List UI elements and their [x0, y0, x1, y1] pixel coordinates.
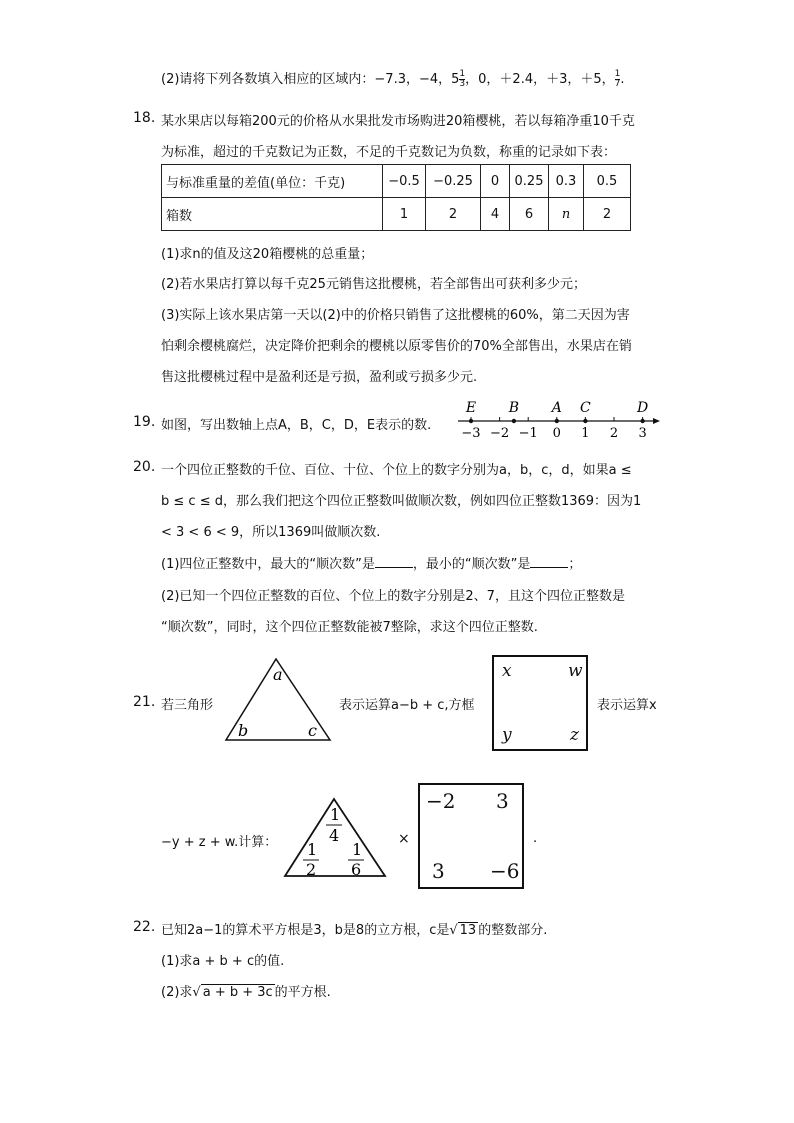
q21-number: 21.: [133, 694, 156, 710]
q20-number: 20.: [133, 459, 156, 475]
q17-part2-rest: ，0，＋2.4，＋3，＋5，: [465, 72, 615, 87]
sqrt-radicand: a + b + 3c: [202, 985, 273, 1000]
table-cell: 6: [510, 198, 549, 231]
box2-top-left: −2: [426, 789, 456, 813]
table-cell: −0.5: [383, 165, 426, 198]
box2-bottom-left: 3: [432, 859, 445, 883]
q18-part2: (2)若水果店打算以每千克25元销售这批樱桃，若全部售出可获利多少元；: [161, 277, 586, 292]
q18-part3-line1: (3)实际上该水果店第一天以(2)中的价格只销售了这批樱桃的60%，第二天因为害: [161, 308, 630, 323]
table-cell: n: [549, 198, 584, 231]
q22-number: 22.: [133, 919, 156, 935]
q22-part2: (2)求√ a + b + 3c 的平方根.: [161, 985, 331, 1000]
q18-weight-table: [161, 164, 631, 231]
triangle-operator: [222, 656, 334, 744]
table-cell: 1: [383, 198, 426, 231]
q21-text1: 若三角形: [161, 698, 214, 713]
table-row: [162, 165, 631, 198]
q18-part3-line2: 怕剩余樱桃腐烂，决定降价把剩余的樱桃以原零售价的70%全部售出，水果店在销: [161, 339, 632, 354]
table-cell: 0.3: [549, 165, 584, 198]
table-cell: −0.25: [426, 165, 481, 198]
tri2-top-den: 4: [329, 826, 340, 845]
table-cell: 0: [481, 165, 510, 198]
box-operator: [492, 655, 588, 751]
q21-text4: −y + z + w.计算：: [161, 835, 278, 850]
table-cell: 2: [584, 198, 631, 231]
number-line-point-label: C: [580, 400, 591, 416]
q20-part2-line1: (2)已知一个四位正整数的百位、个位上的数字分别是2、7，且这个四位正整数是: [161, 589, 625, 604]
box-label-y: y: [502, 725, 512, 745]
q18-line1: 某水果店以每箱200元的价格从水果批发市场购进20箱樱桃，若以每箱净重10千克: [161, 114, 635, 129]
answer-blank[interactable]: [375, 555, 413, 568]
q22-part1: (1)求a + b + c的值.: [161, 954, 285, 969]
number-line-point-label: B: [508, 400, 520, 416]
number-line-tick-label: −1: [518, 426, 538, 441]
number-line-tick-label: −2: [490, 426, 510, 441]
tri2-top-num: 1: [330, 805, 341, 824]
q18-number: 18.: [133, 110, 156, 126]
sqrt-radicand: 13: [459, 923, 477, 938]
table-header-cell: 箱数: [162, 198, 383, 231]
number-line-point-label: E: [465, 400, 477, 416]
q20-line3: < 3 < 6 < 9，所以1369叫做顺次数.: [161, 525, 381, 540]
number-box: [418, 783, 524, 889]
q20-part2-line2: “顺次数”，同时，这个四位正整数能被7整除，求这个四位正整数.: [161, 620, 538, 635]
tri2-right-num: 1: [352, 840, 363, 859]
times-sign: ×: [398, 831, 410, 847]
number-line-point: [469, 419, 473, 423]
q17-last-fraction: $\frac{1}{7}$: [614, 69, 621, 89]
number-line-point: [640, 419, 644, 423]
number-line-point: [583, 419, 587, 423]
q17-mixed-fraction: $\frac{1}{3}$: [459, 69, 466, 89]
q19-text: 如图，写出数轴上点A，B，C，D，E表示的数.: [161, 418, 432, 433]
number-line-point-label: D: [636, 400, 649, 416]
tri-label-a: a: [273, 665, 283, 684]
number-line-point: [512, 419, 516, 423]
q17-part2-line: (2)请将下列各数填入相应的区域内：−7.3，−4，5 $\frac{1}{3}$ ，0，＋2.4，＋3，＋5， $\frac{1}{7}$ .: [161, 69, 625, 89]
q19-number: 19.: [133, 414, 156, 430]
number-line: [456, 396, 662, 442]
triangle-with-fractions: [282, 796, 390, 880]
box-label-z: z: [570, 725, 579, 745]
table-cell: 4: [481, 198, 510, 231]
box-label-w: w: [568, 661, 583, 681]
table-cell: 2: [426, 198, 481, 231]
q20-line1: 一个四位正整数的千位、百位、十位、个位上的数字分别为a，b，c，d，如果a ≤: [161, 463, 632, 478]
tri-label-b: b: [238, 721, 249, 740]
answer-blank[interactable]: [530, 555, 568, 568]
q20-line2: b ≤ c ≤ d，那么我们把这个四位正整数叫做顺次数，例如四位正整数1369：因为1: [161, 494, 642, 509]
table-cell: 0.25: [510, 165, 549, 198]
q18-part1: (1)求n的值及这20箱樱桃的总重量；: [161, 247, 374, 262]
number-line-tick-label: 3: [638, 426, 647, 441]
q18-line2: 为标准，超过的千克数记为正数，不足的千克数记为负数，称重的记录如下表：: [161, 145, 617, 160]
tri2-right-den: 6: [351, 860, 362, 879]
number-line-point: [555, 419, 559, 423]
table-cell: 0.5: [584, 165, 631, 198]
tri2-left-den: 2: [306, 860, 317, 879]
number-line-tick-label: −3: [461, 426, 481, 441]
q18-part3-line3: 售这批樱桃过程中是盈利还是亏损，盈利或亏损多少元.: [161, 370, 478, 385]
q21-text3: 表示运算x: [597, 698, 657, 713]
tri2-left-num: 1: [307, 840, 318, 859]
number-line-tick-label: 2: [609, 426, 619, 441]
box-label-x: x: [502, 661, 512, 681]
q17-part2-prefix: (2)请将下列各数填入相应的区域内：−7.3，−4，5: [161, 72, 460, 87]
table-row: [162, 198, 631, 231]
number-line-tick-label: 1: [581, 426, 590, 441]
q22-line1: 已知2a−1的算术平方根是3，b是8的立方根，c是√ 13 的整数部分.: [161, 923, 548, 938]
tri-label-c: c: [308, 721, 317, 740]
q20-part1: (1)四位正整数中，最大的“顺次数”是 ，最小的“顺次数”是 ；: [161, 557, 582, 572]
table-header-cell: 与标准重量的差值(单位：千克): [162, 165, 383, 198]
q21-end: .: [533, 831, 538, 846]
number-line-tick-label: 0: [552, 426, 561, 441]
box2-bottom-right: −6: [490, 859, 520, 883]
q21-text2: 表示运算a−b + c,方框: [339, 698, 475, 713]
box2-top-right: 3: [496, 789, 509, 813]
number-line-point-label: A: [551, 400, 562, 416]
